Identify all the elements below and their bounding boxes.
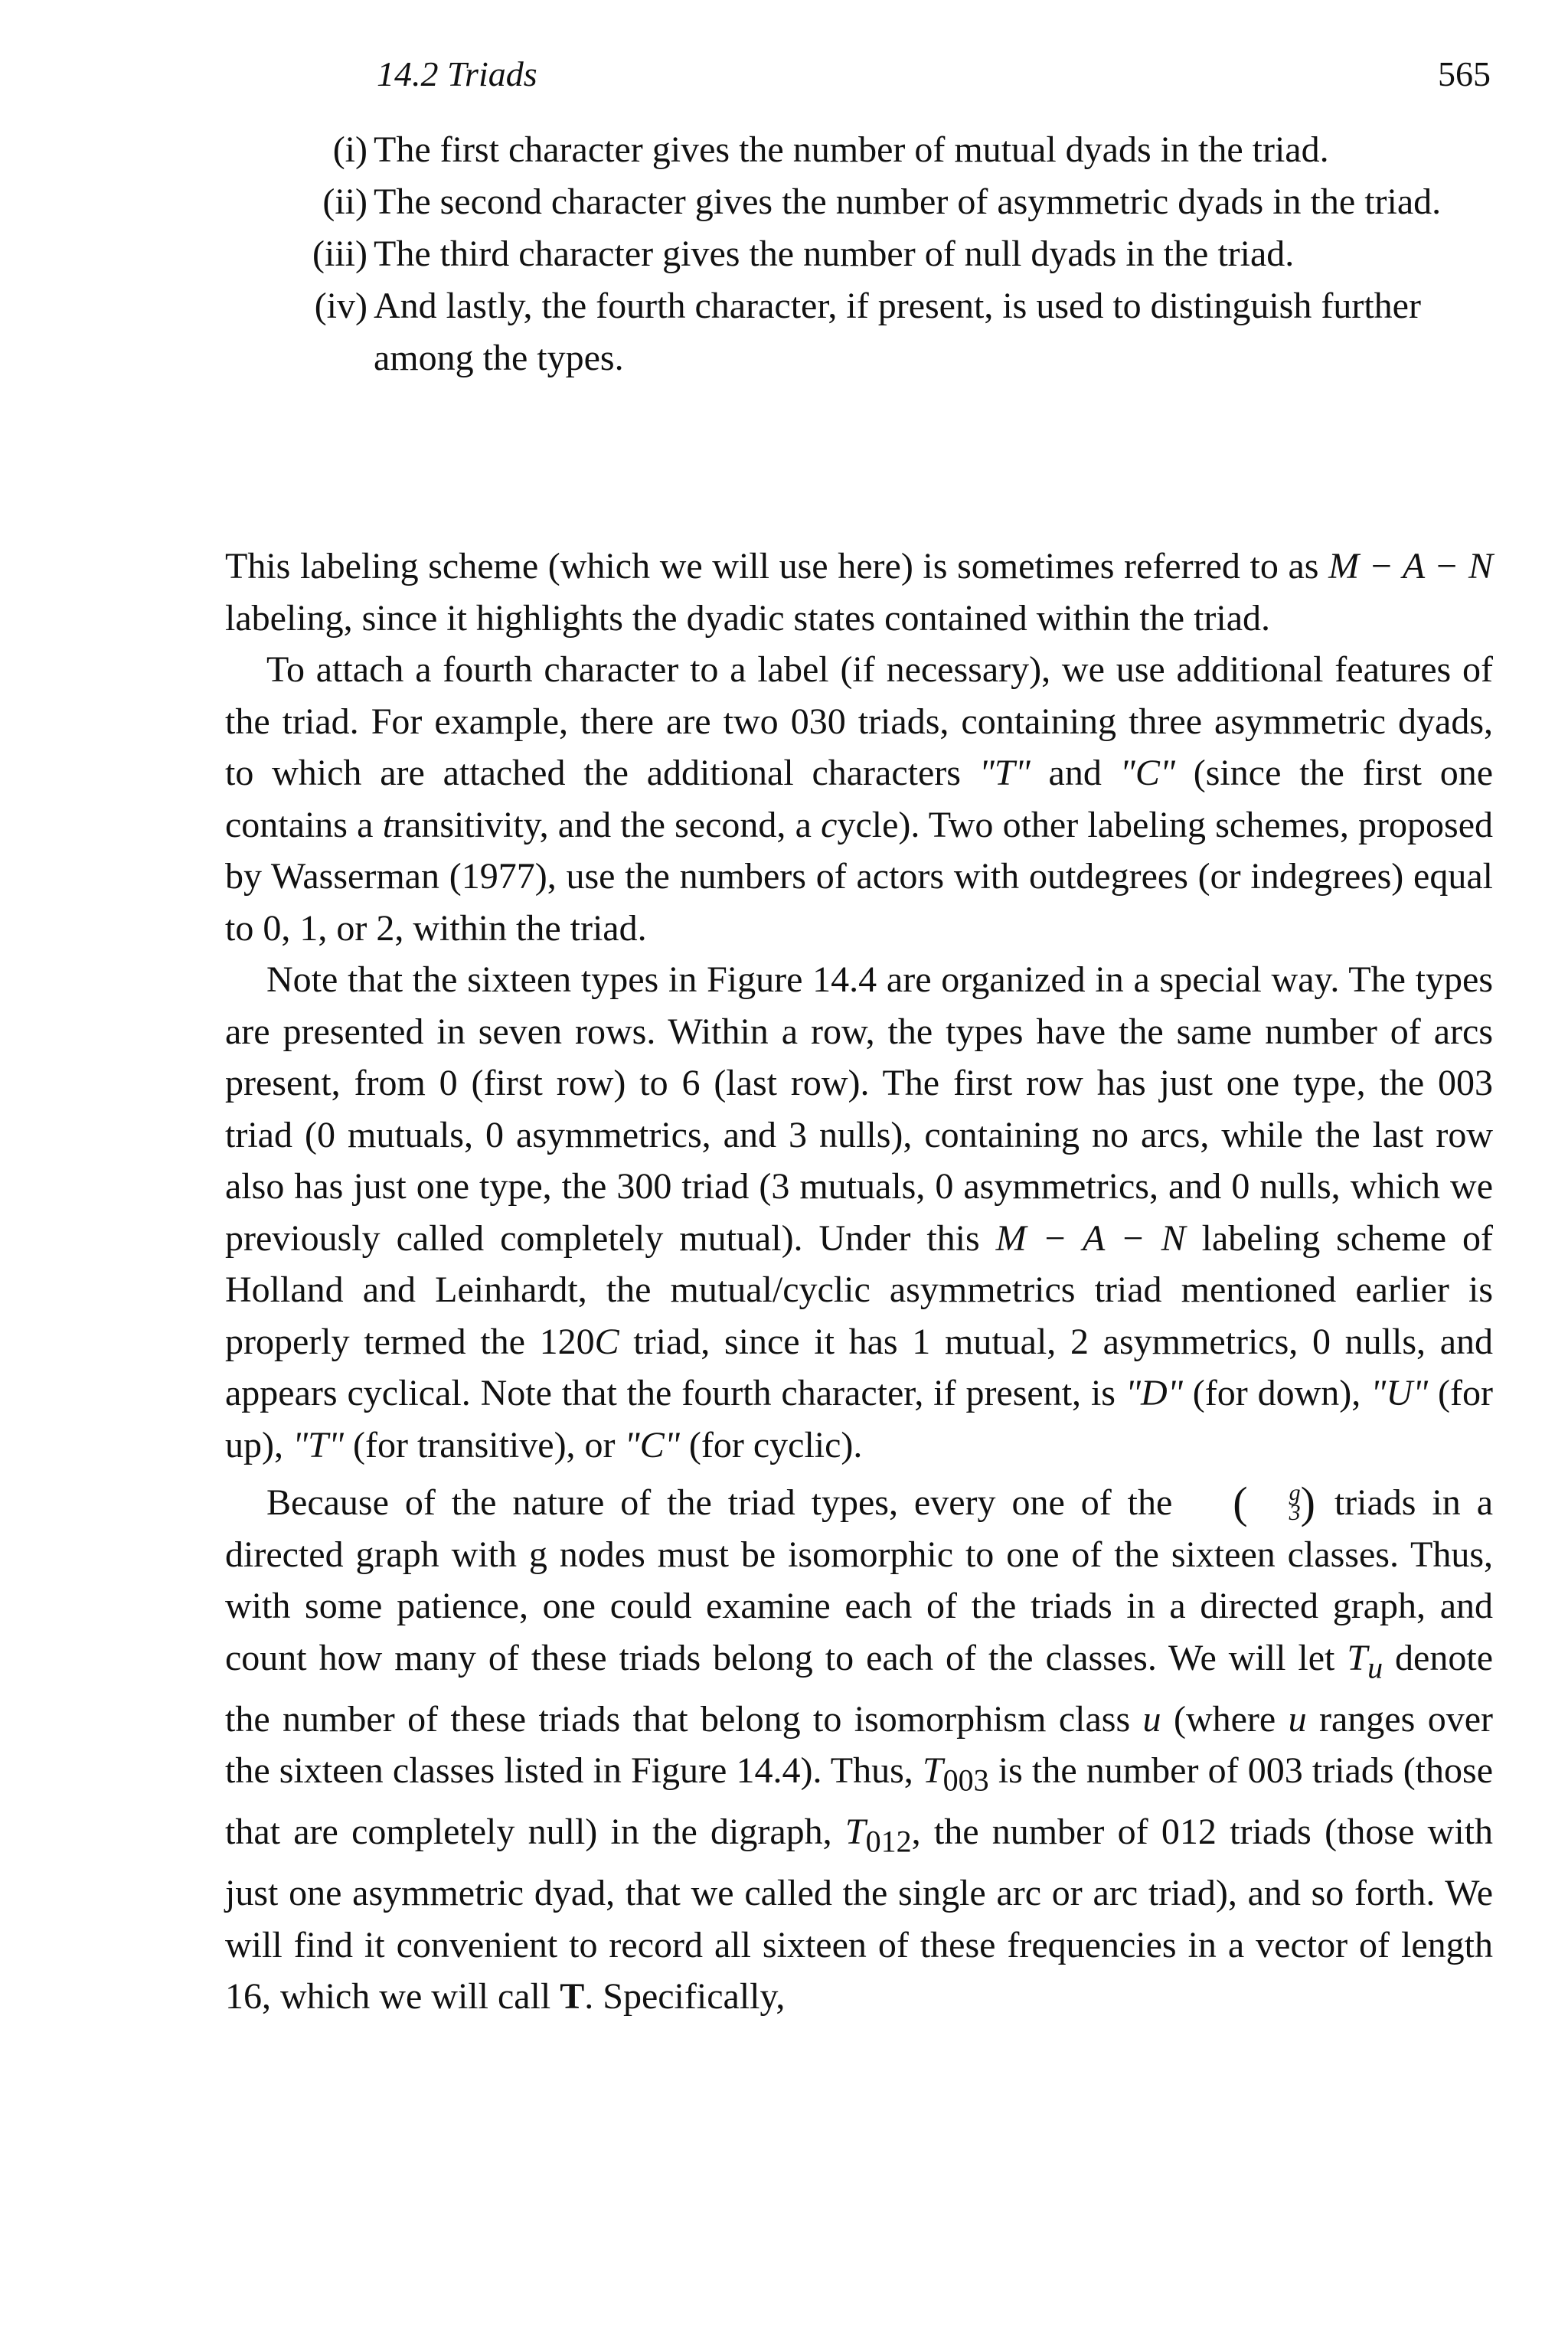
math-symbol: u <box>1288 1698 1307 1740</box>
math-subscript: u <box>1367 1650 1383 1685</box>
math-label: "U" <box>1370 1373 1429 1413</box>
page-number: 565 <box>1438 54 1491 93</box>
math-symbol: T <box>922 1750 943 1792</box>
list-item-text: The first character gives the number of mutual dyads in the triad. <box>374 129 1329 170</box>
math-label: M − A − N <box>1328 546 1494 586</box>
text-run: (for up), <box>225 1373 1493 1465</box>
text-run: and <box>1030 753 1120 793</box>
list-item-number: (iv) <box>314 286 368 326</box>
paragraph <box>225 1477 1493 2023</box>
text-run: Note that the sixteen types in Figure 14.4 are organized in a special way. The types are presented in seven rows. Within a row, the types have the same number of arcs present, from 0 (first row) to 6 (last row). The first row has just one type, the 003 triad (0 mutuals, 0 asymmetrics, and 3 nulls), containing no arcs, while the last row also has just one type, the 300 triad (3 mutuals, 0 asymmetrics, and 0 nulls, which we previously called completely mutual). Under this <box>225 959 1493 1259</box>
math-subscript: 003 <box>942 1763 989 1798</box>
math-symbol: u <box>1142 1698 1161 1740</box>
math-label: t <box>382 804 394 845</box>
text-run: (for cyclic). <box>679 1424 863 1465</box>
list-item <box>291 228 1493 280</box>
text-run: triads in a directed graph with g nodes must be isomorphic to one of the sixteen classes. Thus, with some patience, one could examine each of the triads in a directed graph, and count how many of these triads belong to each of the classes. We will let <box>225 1482 1494 1678</box>
text-run: is the number of 003 triads (those that are completely null) in the digraph, <box>225 1750 1493 1853</box>
body-text <box>225 541 1493 2023</box>
text-run: . Specifically, <box>584 1976 786 2017</box>
binomial-top: g <box>1289 1479 1301 1505</box>
labeling-rules-list <box>291 124 1493 384</box>
text-run: (where <box>1161 1698 1289 1740</box>
math-label: "D" <box>1125 1373 1183 1413</box>
text-run: ycle). Two other labeling schemes, proposed by Wasserman (1977), use the numbers of actors with outdegrees (or indegrees) equal to 0, 1, or 2, within the triad. <box>225 804 1494 949</box>
text-run: (for transitive), or <box>344 1424 625 1465</box>
text-run: ranges over the sixteen classes listed in Figure 14.4). Thus, <box>225 1698 1493 1792</box>
text-run: (for down), <box>1182 1373 1371 1413</box>
text-run: labeling scheme of Holland and Leinhardt, the mutual/cyclic asymmetrics triad mentioned earlier is properly termed the 120 <box>225 1217 1493 1362</box>
section-title: 14.2 Triads <box>377 54 537 93</box>
math-label: C <box>594 1321 619 1362</box>
text-run: denote the number of these triads that belong to isomorphism class <box>225 1637 1493 1740</box>
list-item-text: The second character gives the number of asymmetric dyads in the triad. <box>374 181 1442 222</box>
paragraph <box>225 954 1493 1471</box>
text-run: , the number of 012 triads (those with just one asymmetric dyad, that we called the single arc or arc triad), and so forth. We will find it convenient to record all sixteen of these frequencies in a vector of length 16, which we will call <box>225 1812 1493 2017</box>
text-run: labeling, since it highlights the dyadic states contained within the triad. <box>225 597 1271 639</box>
list-item-text: The third character gives the number of null dyads in the triad. <box>374 234 1295 274</box>
math-subscript: 012 <box>865 1824 912 1859</box>
text-run: triad, since it has 1 mutual, 2 asymmetrics, 0 nulls, and appears cyclical. Note that the fourth character, if present, is <box>225 1321 1494 1413</box>
running-header <box>377 47 1491 101</box>
text-run: This labeling scheme (which we will use here) is sometimes referred to as <box>225 546 1329 586</box>
paragraph <box>225 541 1493 644</box>
math-label: "C" <box>1119 753 1175 793</box>
math-label: "T" <box>978 753 1031 793</box>
list-item <box>291 280 1493 384</box>
list-item-text: And lastly, the fourth character, if present, is used to distinguish further among the types. <box>374 286 1421 378</box>
text-run: ransitivity, and the second, a <box>393 804 822 845</box>
math-label: M − A − N <box>995 1217 1186 1259</box>
math-label: "C" <box>624 1424 680 1465</box>
binomial-coefficient: ( g 3 ) <box>1233 1477 1315 1527</box>
list-item-number: (i) <box>332 129 368 170</box>
list-item-number: (iii) <box>312 234 368 274</box>
list-item-number: (ii) <box>322 181 368 222</box>
math-label: "T" <box>292 1424 344 1465</box>
text-run: (since the first one contains a <box>225 753 1494 845</box>
list-item <box>291 124 1493 176</box>
vector-symbol: T <box>560 1976 585 2017</box>
text-run: Because of the nature of the triad types, every one of the <box>266 1482 1189 1523</box>
math-label: c <box>821 804 838 845</box>
math-symbol: T <box>844 1812 866 1853</box>
binomial-bottom: 3 <box>1289 1499 1301 1525</box>
list-item <box>291 176 1493 228</box>
text-run: To attach a fourth character to a label (if necessary), we use additional features of the triad. For example, there are two 030 triads, containing three asymmetric dyads, to which are attached the additional characters <box>225 649 1493 793</box>
math-symbol: T <box>1347 1637 1368 1678</box>
paragraph <box>225 644 1493 954</box>
